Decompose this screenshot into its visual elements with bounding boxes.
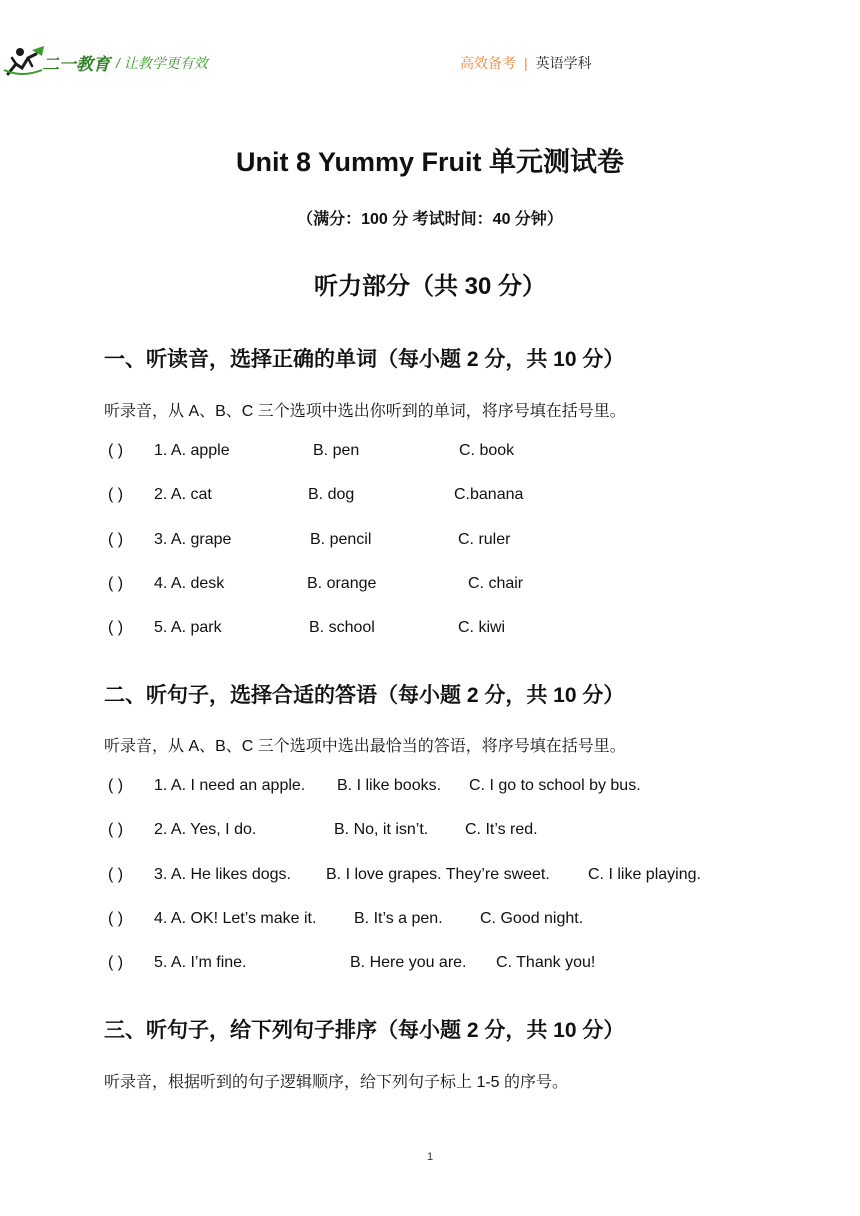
- section-2-title: 二、听句子，选择合适的答语（每小题 2 分，共 10 分）: [104, 684, 625, 707]
- logo-text: 二一教育: [42, 55, 110, 75]
- option-c: C. Thank you!: [496, 954, 596, 971]
- option-c: C.banana: [454, 486, 524, 503]
- section-2-instruction: 听录音，从 A、B、C 三个选项中选出最恰当的答语，将序号填在括号里。: [104, 738, 626, 755]
- option-a: 2. A. cat: [154, 486, 212, 503]
- header-right: [460, 53, 592, 73]
- answer-bracket[interactable]: ( ): [108, 442, 124, 459]
- option-a: 5. A. I’m fine.: [154, 954, 247, 971]
- option-a: 4. A. OK! Let’s make it.: [154, 910, 317, 927]
- option-b: B. pen: [313, 442, 360, 459]
- option-a: 3. A. grape: [154, 531, 232, 548]
- option-a: 2. A. Yes, I do.: [154, 821, 257, 838]
- answer-bracket[interactable]: ( ): [108, 531, 124, 548]
- header-separator: |: [524, 55, 528, 71]
- answer-bracket[interactable]: ( ): [108, 777, 124, 794]
- logo-icon: [2, 44, 114, 78]
- section-3-instruction: 听录音，根据听到的句子逻辑顺序，给下列句子标上 1-5 的序号。: [104, 1074, 569, 1091]
- answer-bracket[interactable]: ( ): [108, 575, 124, 592]
- header-subject: 英语学科: [535, 55, 592, 71]
- page-number: 1: [426, 1151, 434, 1163]
- option-b: B. pencil: [310, 531, 372, 548]
- option-a: 1. A. apple: [154, 442, 230, 459]
- option-b: B. orange: [307, 575, 377, 592]
- answer-bracket[interactable]: ( ): [108, 954, 124, 971]
- answer-bracket[interactable]: ( ): [108, 910, 124, 927]
- option-c: C. It’s red.: [465, 821, 538, 838]
- option-a: 4. A. desk: [154, 575, 225, 592]
- section-3-title: 三、听句子，给下列句子排序（每小题 2 分，共 10 分）: [104, 1019, 625, 1042]
- header-slogan: / 让教学更有效: [116, 55, 208, 71]
- option-b: B. dog: [308, 486, 355, 503]
- option-a: 1. A. I need an apple.: [154, 777, 306, 794]
- option-c: C. ruler: [458, 531, 511, 548]
- section-1-title: 一、听读音，选择正确的单词（每小题 2 分，共 10 分）: [104, 348, 625, 371]
- option-c: C. I go to school by bus.: [469, 777, 641, 794]
- option-a: 3. A. He likes dogs.: [154, 866, 291, 883]
- answer-bracket[interactable]: ( ): [108, 486, 124, 503]
- option-c: C. Good night.: [480, 910, 584, 927]
- page-header: [0, 44, 860, 80]
- part-title: 听力部分（共 30 分）: [313, 273, 547, 300]
- option-c: C. kiwi: [458, 619, 506, 636]
- option-b: B. I like books.: [337, 777, 442, 794]
- option-b: B. No, it isn’t.: [334, 821, 429, 838]
- option-c: C. book: [459, 442, 515, 459]
- option-b: B. school: [309, 619, 375, 636]
- section-1-instruction: 听录音，从 A、B、C 三个选项中选出你听到的单词，将序号填在括号里。: [104, 403, 626, 420]
- option-a: 5. A. park: [154, 619, 222, 636]
- answer-bracket[interactable]: ( ): [108, 821, 124, 838]
- option-b: B. It’s a pen.: [354, 910, 443, 927]
- answer-bracket[interactable]: ( ): [108, 619, 124, 636]
- answer-bracket[interactable]: ( ): [108, 866, 124, 883]
- page-subtitle: （满分：100 分 考试时间：40 分钟）: [297, 211, 563, 228]
- header-tag: 高效备考: [460, 55, 516, 71]
- option-c: C. I like playing.: [588, 866, 701, 883]
- option-b: B. Here you are.: [350, 954, 467, 971]
- option-c: C. chair: [468, 575, 524, 592]
- option-b: B. I love grapes. They’re sweet.: [326, 866, 550, 883]
- page-title: Unit 8 Yummy Fruit 单元测试卷: [235, 147, 625, 177]
